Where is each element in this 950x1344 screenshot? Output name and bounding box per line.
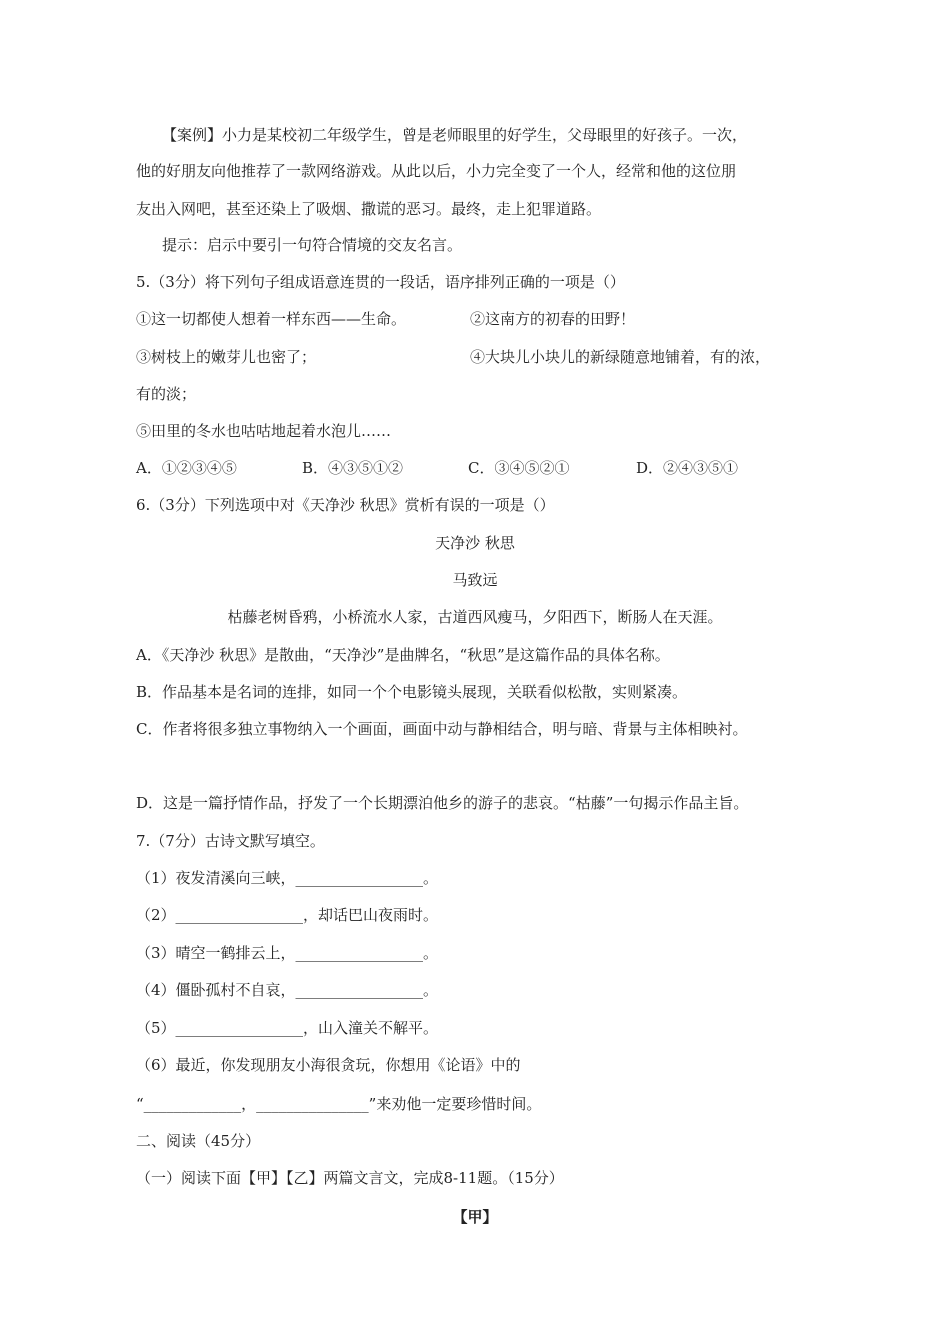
q5-sentence-4: ④大块儿小块儿的新绿随意地铺着，有的浓， xyxy=(470,348,771,366)
q5-option-c[interactable]: C．③④⑤②① xyxy=(468,459,570,477)
q7-item-3: （3）晴空一鹤排云上，_________________。 xyxy=(136,944,439,962)
case-hint: 提示：启示中要引一句符合情境的交友名言。 xyxy=(162,236,463,254)
q5-sentence-3: ③树枝上的嫩芽儿也密了； xyxy=(136,348,317,366)
q5-stem: 5.（3分）将下列句子组成语意连贯的一段话，语序排列正确的一项是（） xyxy=(136,273,625,291)
q7-item-1: （1）夜发清溪向三峡，_________________。 xyxy=(136,869,439,887)
case-line-3: 友出入网吧，甚至还染上了吸烟、撒谎的恶习。最终，走上犯罪道路。 xyxy=(136,200,602,218)
q6-option-c[interactable]: C．作者将很多独立事物纳入一个画面，画面中动与静相结合，明与暗、背景与主体相映衬。 xyxy=(136,720,748,738)
q5-sentence-5: ⑤田里的冬水也咕咕地起着水泡儿…… xyxy=(136,422,392,440)
part2-heading: 二、阅读（45分） xyxy=(136,1132,261,1150)
q6-stem: 6.（3分）下列选项中对《天净沙 秋思》赏析有误的一项是（） xyxy=(136,496,555,514)
q7-stem: 7.（7分）古诗文默写填空。 xyxy=(136,832,325,850)
q6-option-a[interactable]: A．《天净沙 秋思》是散曲，“天净沙”是曲牌名，“秋思”是这篇作品的具体名称。 xyxy=(136,646,670,664)
q7-item-5: （5）_________________，山入潼关不解平。 xyxy=(136,1019,439,1037)
poem-text: 枯藤老树昏鸦，小桥流水人家，古道西风瘦马，夕阳西下，断肠人在天涯。 xyxy=(227,608,723,626)
text-jia-heading: 【甲】 xyxy=(452,1208,498,1226)
q7-item-2: （2）_________________，却话巴山夜雨时。 xyxy=(136,906,439,924)
q7-item-6-cont: “_____________，_______________”来劝他一定要珍惜时间。 xyxy=(136,1095,542,1113)
q5-sentence-1: ①这一切都使人想着一样东西——生命。 xyxy=(136,310,407,328)
q5-sentence-2: ②这南方的初春的田野！ xyxy=(470,310,636,328)
q5-option-a[interactable]: A．①②③④⑤ xyxy=(136,459,237,477)
q6-option-d[interactable]: D．这是一篇抒情作品，抒发了一个长期漂泊他乡的游子的悲哀。“枯藤”一句揭示作品主旨。 xyxy=(136,794,749,812)
part2-subheading: （一）阅读下面【甲】【乙】两篇文言文，完成8-11题。（15分） xyxy=(136,1169,564,1187)
poem-author: 马致远 xyxy=(452,571,498,589)
q6-option-b[interactable]: B．作品基本是名词的连排，如同一个个电影镜头展现，关联看似松散，实则紧凑。 xyxy=(136,683,688,701)
case-line-1: 【案例】小力是某校初二年级学生，曾是老师眼里的好学生，父母眼里的好孩子。一次， xyxy=(162,126,748,144)
q5-option-b[interactable]: B．④③⑤①② xyxy=(302,459,404,477)
q7-item-6: （6）最近，你发现朋友小海很贪玩，你想用《论语》中的 xyxy=(136,1056,521,1074)
q5-option-d[interactable]: D．②④③⑤① xyxy=(636,459,739,477)
q7-item-4: （4）僵卧孤村不自哀，_________________。 xyxy=(136,981,439,999)
case-line-2: 他的好朋友向他推荐了一款网络游戏。从此以后，小力完全变了一个人，经常和他的这位朋 xyxy=(136,162,737,180)
q5-sentence-4-cont: 有的淡； xyxy=(136,385,197,403)
poem-title: 天净沙 秋思 xyxy=(435,534,515,552)
